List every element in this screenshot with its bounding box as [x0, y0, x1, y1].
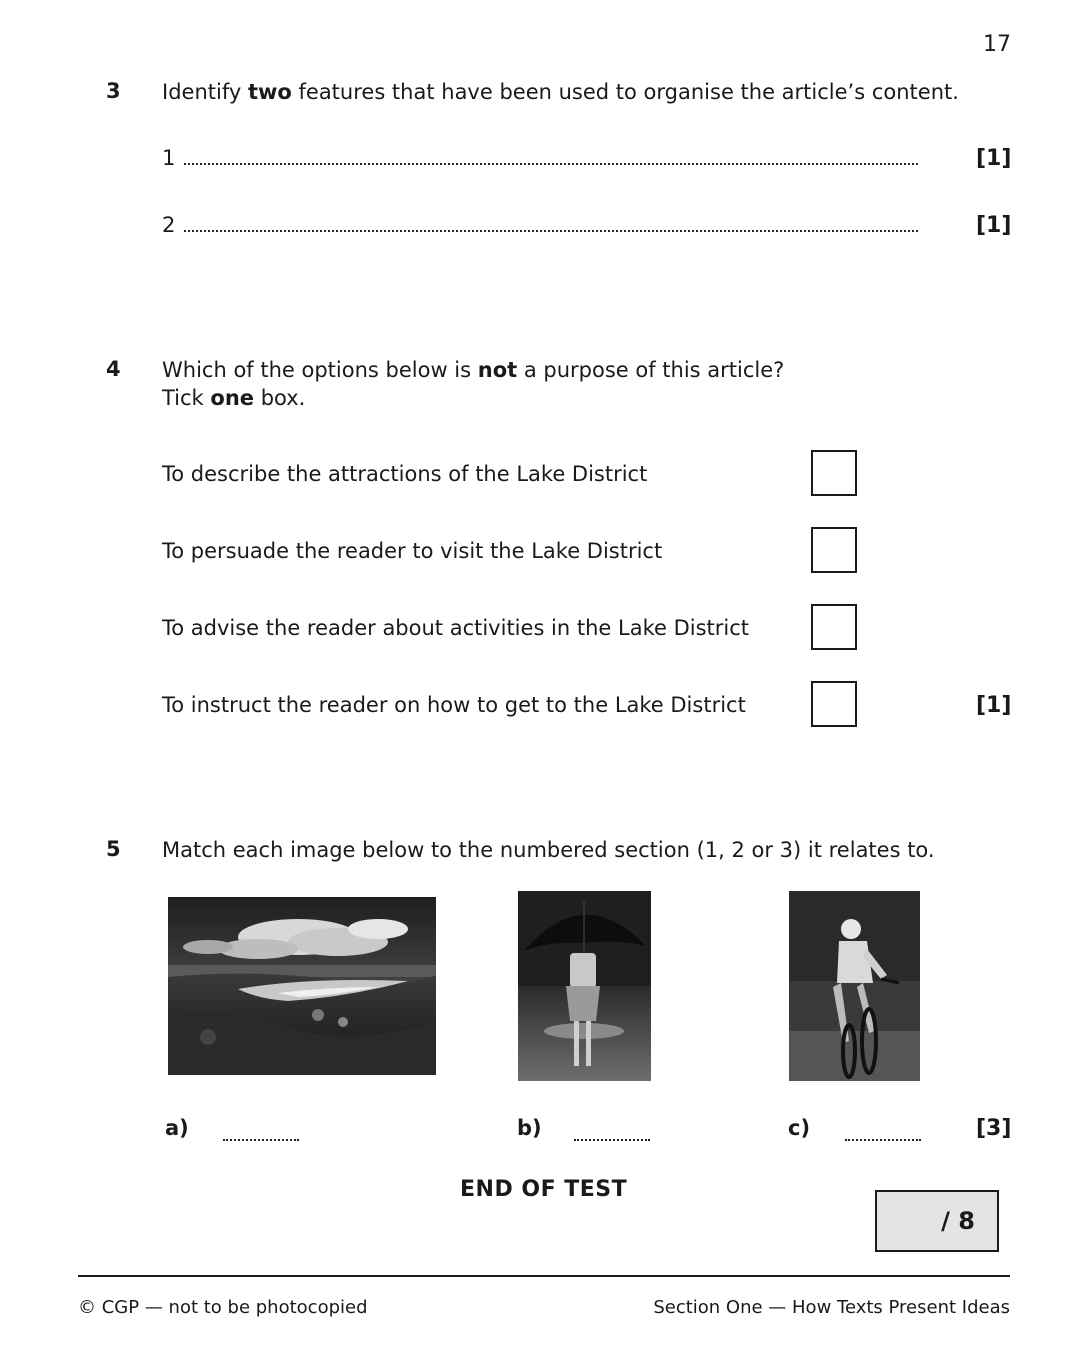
q3-answer-1-mark: [1] [976, 146, 1012, 171]
cyclist-photo [789, 891, 920, 1081]
q3-answer-2-mark: [1] [976, 213, 1012, 238]
option-2-tickbox[interactable] [811, 527, 857, 573]
end-of-test-heading: END OF TEST [460, 1177, 628, 1202]
question-4-number: 4 [106, 357, 121, 381]
q3-answer-2-line[interactable] [184, 216, 918, 232]
option-4-text: To instruct the reader on how to get to the Lake District [162, 693, 746, 717]
footer-section: Section One — How Texts Present Ideas [653, 1297, 1010, 1318]
label-c: c) [788, 1116, 811, 1140]
label-b: b) [517, 1116, 542, 1140]
option-3-text: To advise the reader about activities in the Lake District [162, 616, 750, 640]
footer-copyright: © CGP — not to be photocopied [78, 1297, 368, 1318]
option-2-text: To persuade the reader to visit the Lake District [162, 539, 663, 563]
question-3-text: Identify two features that have been used to organise the article’s content. [162, 80, 959, 104]
answer-b-line[interactable] [574, 1125, 650, 1141]
q3-answer-2-number: 2 [162, 213, 176, 237]
option-3-tickbox[interactable] [811, 604, 857, 650]
q5-mark: [3] [976, 1116, 1012, 1141]
footer-divider [78, 1275, 1010, 1277]
question-5-text: Match each image below to the numbered section (1, 2 or 3) it relates to. [162, 838, 935, 862]
label-a: a) [165, 1116, 189, 1140]
q3-answer-1 [162, 146, 918, 170]
lake-landscape-photo [168, 897, 436, 1075]
answer-a-line[interactable] [223, 1125, 299, 1141]
question-3-number: 3 [106, 79, 121, 103]
score-box: / 8 [875, 1190, 999, 1252]
q3-answer-1-line[interactable] [184, 149, 918, 165]
answer-c-line[interactable] [845, 1125, 921, 1141]
q3-answer-2 [162, 213, 918, 237]
question-5-number: 5 [106, 837, 121, 861]
question-4-text: Which of the options below is not a purpose of this article? Tick one box. [162, 358, 785, 410]
umbrella-photo [518, 891, 651, 1081]
option-1-text: To describe the attractions of the Lake District [162, 462, 648, 486]
q4-mark: [1] [976, 693, 1012, 718]
option-4-tickbox[interactable] [811, 681, 857, 727]
q3-answer-1-number: 1 [162, 146, 176, 170]
page-number: 17 [983, 32, 1011, 57]
option-1-tickbox[interactable] [811, 450, 857, 496]
